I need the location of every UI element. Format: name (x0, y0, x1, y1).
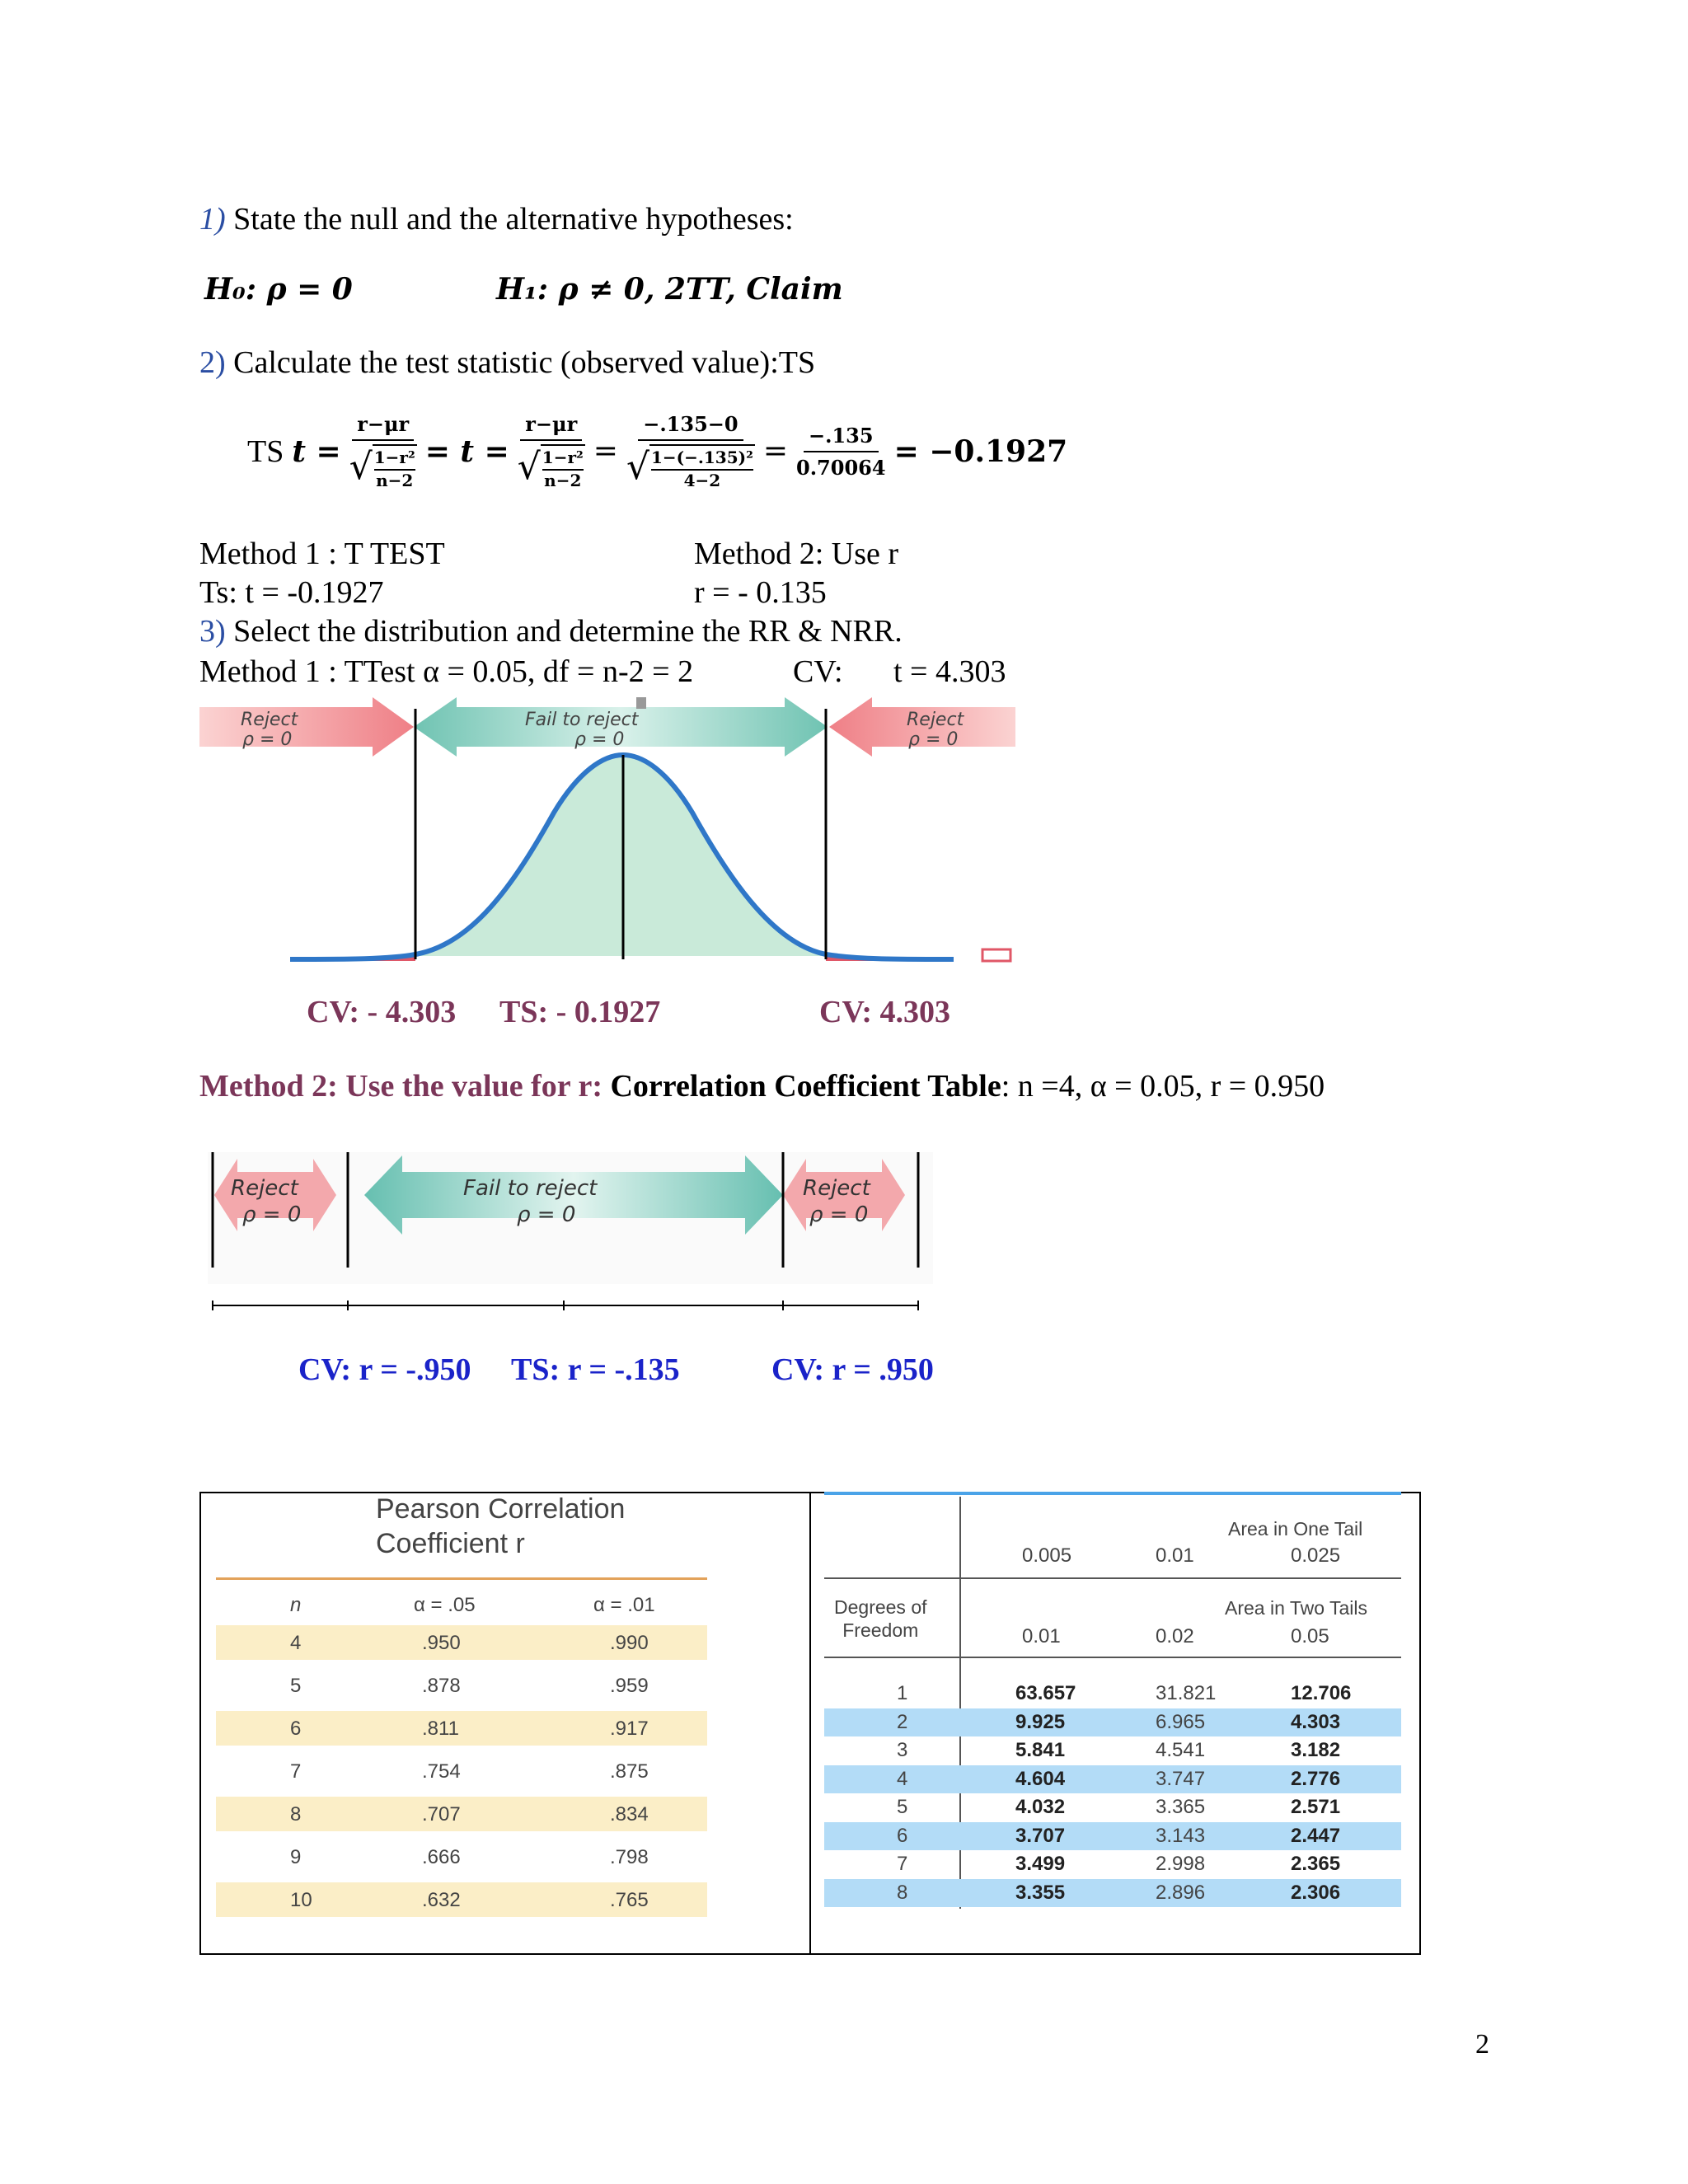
equals-sign: = (762, 434, 788, 468)
t-table-rule-1 (824, 1577, 1401, 1579)
tables-divider (809, 1492, 811, 1955)
pearson-cell: .765 (610, 1889, 649, 1911)
step1-text: State the null and the alternative hypotheses: (233, 202, 794, 237)
t-equals: t = (292, 434, 341, 469)
t-table-cell: 3.182 (1291, 1739, 1341, 1761)
two-tail-col-2: 0.02 (1156, 1625, 1194, 1647)
ts-label: TS: - 0.1927 (499, 995, 661, 1029)
formula-result: = −0.1927 (893, 434, 1068, 469)
method2-r: r = - 0.135 (694, 575, 827, 610)
pearson-cell: .632 (422, 1889, 461, 1911)
pearson-header: n α = .05 α = .01 (290, 1594, 655, 1616)
t-table-cell: 2.447 (1291, 1824, 1341, 1847)
method2-title: Method 2: Use r (694, 537, 899, 571)
pearson-cell: .754 (422, 1760, 461, 1783)
t-table-cell: 3.143 (1156, 1824, 1206, 1847)
pearson-row (216, 1797, 707, 1831)
t-table-row (824, 1850, 1401, 1878)
t-table-cell: 1 (897, 1682, 908, 1704)
fail-label: Fail to reject (525, 710, 639, 730)
cv-left-label: CV: - 4.303 (307, 995, 457, 1029)
pearson-cell: .875 (610, 1760, 649, 1783)
pearson-row (216, 1625, 707, 1660)
rho-label-right: ρ = 0 (908, 729, 959, 750)
ts-r: TS: r = -.135 (511, 1352, 680, 1387)
t-table-cell: 31.821 (1156, 1682, 1217, 1704)
t-table-cell: 4 (897, 1767, 908, 1790)
step1-number: 1) (199, 202, 226, 237)
pearson-cell: 6 (290, 1718, 302, 1740)
t-table-row (824, 1680, 1401, 1708)
ts-label: TS (247, 434, 284, 469)
t-distribution-diagram (199, 697, 1015, 969)
t-table-cell: 2.306 (1291, 1881, 1341, 1904)
corner-mark (982, 949, 1010, 961)
t-table-cell: 2.998 (1156, 1853, 1206, 1875)
pearson-rule (216, 1577, 707, 1580)
pearson-row (216, 1754, 707, 1788)
pearson-cell: .811 (422, 1718, 459, 1740)
t-table-row (824, 1793, 1401, 1821)
cv-value: t = 4.303 (893, 654, 1006, 689)
pearson-cell: 5 (290, 1675, 302, 1697)
pearson-row (216, 1840, 707, 1874)
fail-label: Fail to reject (463, 1176, 598, 1201)
pearson-cell: .707 (422, 1803, 461, 1825)
step3-text: Select the distribution and determine the RR & NRR. (233, 614, 903, 649)
t-table-row (824, 1822, 1401, 1850)
t-table-cell: 63.657 (1015, 1682, 1076, 1704)
curve-area (415, 755, 826, 956)
marker-icon (636, 697, 646, 709)
pearson-cell: 9 (290, 1846, 302, 1868)
t-table-row (824, 1736, 1401, 1765)
t-table-cell: 2.365 (1291, 1853, 1341, 1875)
pearson-row (216, 1668, 707, 1703)
pearson-row (216, 1882, 707, 1917)
one-tail-label: Area in One Tail (1228, 1518, 1363, 1540)
step3-number: 3) (199, 614, 226, 649)
method2-rest: : n =4, α = 0.05, r = 0.950 (1001, 1069, 1325, 1104)
t-table-cell: 4.604 (1015, 1767, 1066, 1790)
rho-label-left: ρ = 0 (242, 1202, 302, 1227)
equals-sign: = (593, 434, 618, 468)
t-table-cell: 4.032 (1015, 1796, 1066, 1818)
method1-ttest-line: Method 1 : TTest α = 0.05, df = n-2 = 2 (199, 654, 694, 689)
two-tail-label: Area in Two Tails (1225, 1597, 1368, 1619)
t-table-cell: 4.541 (1156, 1739, 1206, 1761)
step3-line (199, 613, 903, 649)
pearson-row (216, 1711, 707, 1746)
pearson-cell: .878 (422, 1675, 461, 1697)
one-tail-col-1: 0.005 (1022, 1544, 1072, 1567)
pearson-title: Pearson Correlation Coefficient r (376, 1493, 626, 1559)
step2-text: Calculate the test statistic (observed value):TS (233, 345, 816, 380)
method1-title: Method 1 : T TEST (199, 537, 445, 571)
t-table-cell: 2.896 (1156, 1881, 1206, 1904)
fraction-4: $\frac{-.135}{0.70064}$ (796, 423, 886, 480)
alternative-hypothesis: H₁: ρ ≠ 0, 2TT, Claim (496, 272, 843, 307)
pearson-cell: .990 (610, 1632, 649, 1654)
t-table-cell: 8 (897, 1881, 908, 1904)
reject-label-left: Reject (241, 710, 298, 730)
t-table-cell: 3.355 (1015, 1881, 1066, 1904)
pearson-cell: 4 (290, 1632, 302, 1654)
equals-t: = t = (424, 434, 509, 469)
reject-arrow-left (199, 697, 414, 757)
t-table-cell: 3.365 (1156, 1796, 1206, 1818)
two-tail-col-3: 0.05 (1291, 1625, 1329, 1647)
reject-label-right: Reject (907, 710, 964, 730)
t-table-cell: 3.747 (1156, 1767, 1206, 1790)
test-statistic-formula (247, 412, 1067, 490)
method2-lead: Method 2: Use the value for r: (199, 1069, 603, 1104)
fraction-2: r−μr √ 1−r² n−2 (517, 412, 584, 490)
rho-label-center: ρ = 0 (574, 729, 625, 750)
pearson-cell: 10 (290, 1889, 312, 1911)
rho-label-right: ρ = 0 (809, 1202, 869, 1227)
pearson-cell: .798 (610, 1846, 649, 1868)
step1-line (199, 201, 794, 237)
t-table-cell: 9.925 (1015, 1710, 1066, 1733)
null-hypothesis: H₀: ρ = 0 (204, 272, 353, 307)
t-table-cell: 3.707 (1015, 1824, 1066, 1847)
t-table-cell: 6 (897, 1824, 908, 1847)
t-table-top-rule (824, 1492, 1401, 1495)
cv-r-right: CV: r = .950 (771, 1352, 934, 1387)
t-table-rule-2 (824, 1657, 1401, 1658)
t-table-cell: 12.706 (1291, 1682, 1352, 1704)
r-scale-diagram (208, 1152, 933, 1317)
method2-line (199, 1068, 1325, 1104)
one-tail-col-2: 0.01 (1156, 1544, 1194, 1567)
pearson-cell: .959 (610, 1675, 649, 1697)
step2-number: 2) (199, 345, 226, 380)
t-table-cell: 2 (897, 1710, 908, 1733)
pearson-cell: .666 (422, 1846, 461, 1868)
t-table-cell: 2.776 (1291, 1767, 1341, 1790)
t-table-cell: 4.303 (1291, 1710, 1341, 1733)
df-label: Degrees of Freedom (834, 1596, 927, 1641)
fraction-1: r−μr √ 1−r² n−2 (349, 412, 415, 490)
pearson-cell: 8 (290, 1803, 302, 1825)
t-table-row (824, 1708, 1401, 1736)
cv-label: CV: (793, 654, 843, 689)
two-tail-col-1: 0.01 (1022, 1625, 1061, 1647)
page-number: 2 (1475, 2029, 1489, 2060)
t-table-cell: 5 (897, 1796, 908, 1818)
fraction-3: −.135−0 √ 1−(−.135)² 4−2 (626, 412, 753, 490)
t-table-cell: 6.965 (1156, 1710, 1206, 1733)
rho-label-left: ρ = 0 (242, 729, 293, 750)
pearson-cell: .950 (422, 1632, 461, 1654)
pearson-cell: 7 (290, 1760, 302, 1783)
t-table-cell: 7 (897, 1853, 908, 1875)
pearson-cell: .917 (610, 1718, 649, 1740)
method1-ts: Ts: t = -0.1927 (199, 575, 384, 610)
reject-label-left: Reject (231, 1176, 298, 1201)
table-name: Correlation Coefficient Table (610, 1069, 1001, 1104)
cv-r-left: CV: r = -.950 (298, 1352, 471, 1387)
cv-right-label: CV: 4.303 (819, 995, 951, 1029)
step2-line (199, 344, 815, 381)
reject-label-right: Reject (803, 1176, 870, 1201)
pearson-cell: .834 (610, 1803, 649, 1825)
t-table-cell: 3.499 (1015, 1853, 1066, 1875)
t-table-row (824, 1765, 1401, 1793)
t-table-cell: 2.571 (1291, 1796, 1341, 1818)
rho-label-center: ρ = 0 (517, 1202, 576, 1227)
t-table-cell: 3 (897, 1739, 908, 1761)
one-tail-col-3: 0.025 (1291, 1544, 1341, 1567)
t-table-row (824, 1879, 1401, 1907)
t-table-cell: 5.841 (1015, 1739, 1066, 1761)
